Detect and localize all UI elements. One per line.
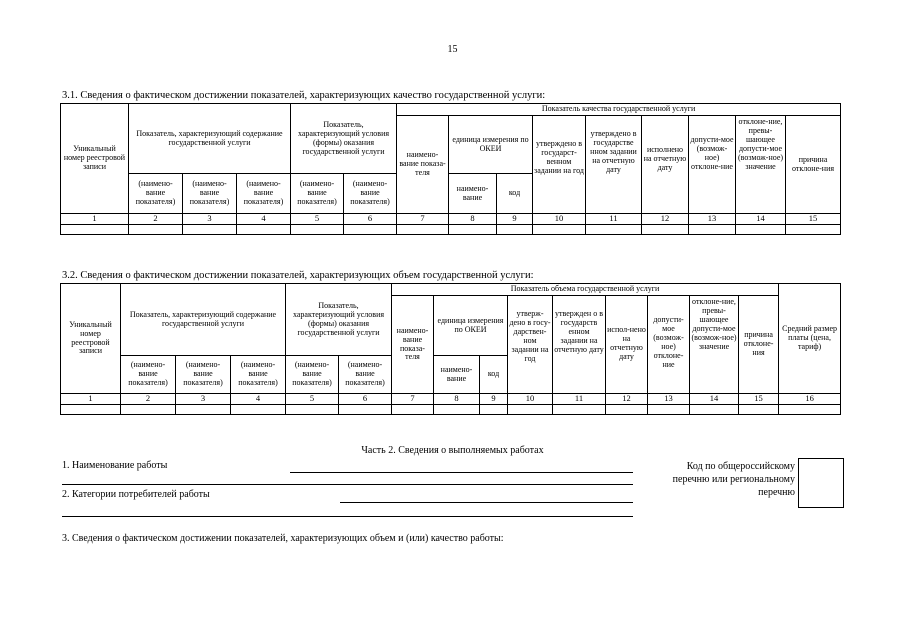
header-conditions-indicator: Показатель, характеризующий условия (формы) оказания государственной услуги bbox=[291, 104, 397, 174]
registry-code-label: Код по общероссийскому перечню или региональному перечню bbox=[672, 461, 795, 498]
consumers-underline bbox=[340, 502, 633, 503]
table-row bbox=[61, 225, 841, 235]
header-approved-date: утверждено в государстве нном задании на отчетную дату bbox=[586, 116, 642, 214]
column-number: 2 bbox=[121, 394, 176, 405]
header-unit-name: наимено-вание bbox=[449, 174, 497, 214]
column-number: 6 bbox=[344, 214, 397, 225]
column-number: 9 bbox=[497, 214, 533, 225]
header-unique-number: Уникальный номер реестровой записи bbox=[61, 104, 129, 214]
header-sub-indicator: (наимено-вание показателя) bbox=[291, 174, 344, 214]
header-sub-indicator: (наимено-вание показателя) bbox=[129, 174, 183, 214]
header-executed: исполнено на отчетную дату bbox=[642, 116, 689, 214]
column-number: 4 bbox=[231, 394, 286, 405]
header-executed: испол-нено на отчетную дату bbox=[606, 296, 648, 394]
header-sub-indicator: (наимено-вание показателя) bbox=[344, 174, 397, 214]
quality-indicators-table bbox=[60, 103, 841, 235]
header-conditions-indicator: Показатель, характеризующий условия (формы) оказания государственной услуги bbox=[286, 284, 392, 356]
column-number: 3 bbox=[183, 214, 237, 225]
column-number: 1 bbox=[61, 394, 121, 405]
section-3-2-title: 3.2. Сведения о фактическом достижении показателей, характеризующих объем государственной услуги: bbox=[62, 270, 534, 281]
consumers-label: 2. Категории потребителей работы bbox=[62, 489, 210, 500]
section-3-1-title: 3.1. Сведения о фактическом достижении показателей, характеризующих качество государственной услуги: bbox=[62, 90, 546, 101]
column-number: 5 bbox=[291, 214, 344, 225]
column-number: 11 bbox=[553, 394, 606, 405]
header-average-price: Средний размер платы (цена, тариф) bbox=[779, 284, 841, 394]
header-sub-indicator: (наимено-вание показателя) bbox=[176, 356, 231, 394]
work-name-label: 1. Наименование работы bbox=[62, 460, 168, 471]
column-number: 3 bbox=[176, 394, 231, 405]
header-unit-name: наимено-вание bbox=[434, 356, 480, 394]
column-number: 9 bbox=[480, 394, 508, 405]
header-sub-indicator: (наимено-вание показателя) bbox=[286, 356, 339, 394]
consumers-underline-2 bbox=[62, 516, 633, 517]
part-2-title: Часть 2. Сведения о выполняемых работах bbox=[361, 445, 544, 456]
column-number: 15 bbox=[739, 394, 779, 405]
column-number: 7 bbox=[392, 394, 434, 405]
column-number: 14 bbox=[736, 214, 786, 225]
header-content-indicator: Показатель, характеризующий содержание государственной услуги bbox=[121, 284, 286, 356]
page-number: 15 bbox=[447, 44, 458, 55]
column-number: 8 bbox=[434, 394, 480, 405]
header-allowed-deviation: допусти-мое (возмож-ное) отклоне-ние bbox=[689, 116, 736, 214]
header-indicator-name: наимено-вание показа-теля bbox=[392, 296, 434, 394]
header-deviation-reason: причина отклоне-ния bbox=[739, 296, 779, 394]
section-3-work-title: 3. Сведения о фактическом достижении показателей, характеризующих объем и (или) качество работы: bbox=[62, 533, 504, 544]
header-sub-indicator: (наимено-вание показателя) bbox=[121, 356, 176, 394]
header-approved-year: утверж-дено в госу-дарствен-ном задании на год bbox=[508, 296, 553, 394]
column-number: 7 bbox=[397, 214, 449, 225]
column-number: 1 bbox=[61, 214, 129, 225]
header-sub-indicator: (наимено-вание показателя) bbox=[237, 174, 291, 214]
column-number: 4 bbox=[237, 214, 291, 225]
column-number: 12 bbox=[642, 214, 689, 225]
registry-code-box bbox=[798, 458, 844, 508]
column-number: 13 bbox=[648, 394, 690, 405]
header-sub-indicator: (наимено-вание показателя) bbox=[231, 356, 286, 394]
header-unit-okei: единица измерения по ОКЕИ bbox=[449, 116, 533, 174]
column-number: 10 bbox=[533, 214, 586, 225]
header-deviation-reason: причина отклоне-ния bbox=[786, 116, 841, 214]
work-name-underline bbox=[290, 472, 633, 473]
column-number: 10 bbox=[508, 394, 553, 405]
column-number: 5 bbox=[286, 394, 339, 405]
header-indicator-name: наимено-вание показа-теля bbox=[397, 116, 449, 214]
table-row bbox=[61, 405, 841, 415]
header-unit-code: код bbox=[497, 174, 533, 214]
column-number: 15 bbox=[786, 214, 841, 225]
column-number: 16 bbox=[779, 394, 841, 405]
column-number: 8 bbox=[449, 214, 497, 225]
column-number: 14 bbox=[690, 394, 739, 405]
header-unique-number: Уникальный номер реестровой записи bbox=[61, 284, 121, 394]
header-approved-year: утверждено в государст-венном задании на год bbox=[533, 116, 586, 214]
work-name-underline-2 bbox=[62, 484, 633, 485]
header-sub-indicator: (наимено-вание показателя) bbox=[339, 356, 392, 394]
header-allowed-deviation: допусти-мое (возмож-ное) отклоне-ние bbox=[648, 296, 690, 394]
header-exceed-deviation: отклоне-ние, превы-шающее допусти-мое (возмож-ное) значение bbox=[690, 296, 739, 394]
column-number: 6 bbox=[339, 394, 392, 405]
header-unit-okei: единица измерения по ОКЕИ bbox=[434, 296, 508, 356]
header-quality-group: Показатель качества государственной услуги bbox=[397, 104, 841, 116]
header-unit-code: код bbox=[480, 356, 508, 394]
header-exceed-deviation: отклоне-ние, превы-шающее допусти-мое (возмож-ное) значение bbox=[736, 116, 786, 214]
column-number: 2 bbox=[129, 214, 183, 225]
header-content-indicator: Показатель, характеризующий содержание государственной услуги bbox=[129, 104, 291, 174]
header-sub-indicator: (наимено-вание показателя) bbox=[183, 174, 237, 214]
header-volume-group: Показатель объема государственной услуги bbox=[392, 284, 779, 296]
header-approved-date: утвержден о в государств енном задании на отчетную дату bbox=[553, 296, 606, 394]
column-number: 12 bbox=[606, 394, 648, 405]
volume-indicators-table bbox=[60, 283, 841, 415]
column-number: 11 bbox=[586, 214, 642, 225]
column-number: 13 bbox=[689, 214, 736, 225]
